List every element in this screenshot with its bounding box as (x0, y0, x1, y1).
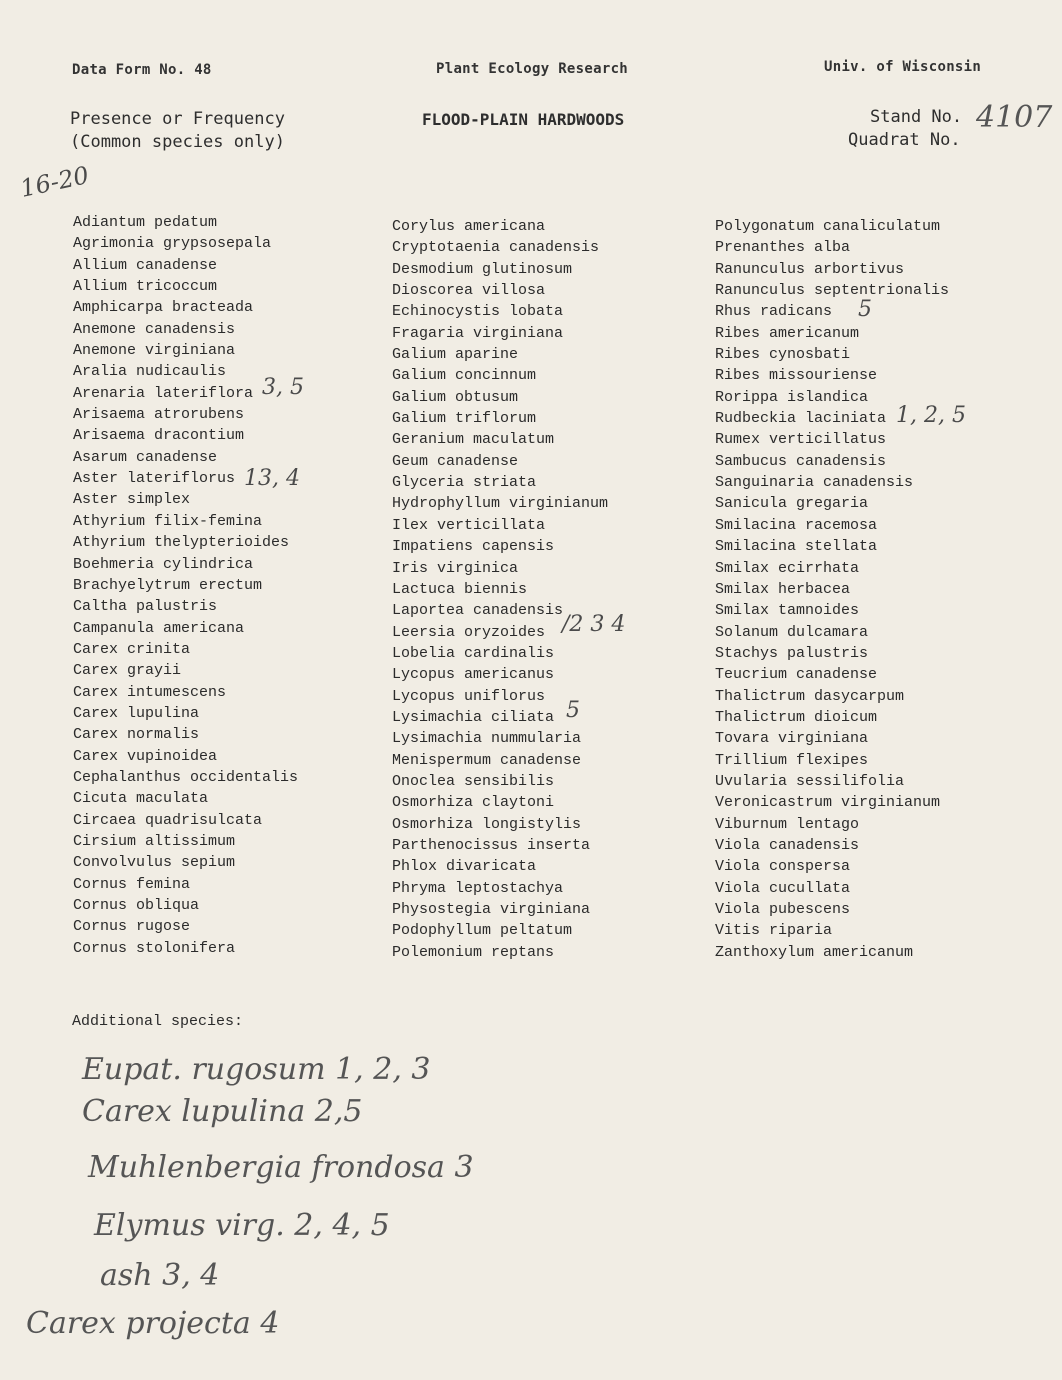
species-item: Carex lupulina (73, 704, 200, 722)
species-item: Galium triflorum (392, 410, 537, 428)
species-item: Phryma leptostachya (392, 879, 564, 897)
species-item: Galium aparine (392, 346, 519, 364)
species-item: Athyrium thelypterioides (73, 534, 290, 552)
university: Univ. of Wisconsin (824, 59, 982, 75)
species-item: Boehmeria cylindrica (73, 555, 254, 573)
species-item: Thalictrum dioicum (715, 708, 878, 726)
species-item: Cornus obliqua (73, 897, 200, 914)
species-item: Iris virginica (392, 559, 519, 577)
species-column-2 (392, 216, 608, 963)
species-item: Campanula americana (73, 619, 245, 637)
species-item: Fragaria virginiana (392, 324, 564, 342)
species-item: Parthenocissus inserta (392, 836, 591, 854)
species-item: Glyceria striata (392, 474, 537, 492)
species-item: Lycopus uniflorus (392, 687, 546, 705)
species-item: Uvularia sessilifolia (715, 772, 905, 790)
additional-entry: Elymus virg. 2, 4, 5 (94, 1208, 390, 1243)
species-item: Amphicarpa bracteada (73, 299, 254, 317)
species-item: Brachyelytrum erectum (73, 576, 263, 594)
species-item: Onoclea sensibilis (392, 772, 555, 790)
species-item: Veronicastrum virginianum (715, 794, 941, 812)
species-item: Smilacina stellata (715, 538, 878, 556)
species-item: Cicuta maculata (73, 790, 209, 808)
species-item: Viola canadensis (715, 836, 860, 854)
species-item: Arenaria lateriflora (73, 384, 254, 402)
species-item: Ribes missouriense (715, 367, 878, 385)
stand-label: Stand No. (870, 107, 963, 127)
species-item: Geranium maculatum (392, 431, 555, 449)
species-item: Ribes americanum (715, 324, 860, 342)
species-item: Aster simplex (73, 491, 191, 509)
presence-line-2: (Common species only) (70, 132, 285, 152)
species-item: Allium canadense (73, 256, 218, 274)
species-item: Aralia nudicaulis (73, 363, 227, 381)
mark-arenaria: 3, 5 (262, 375, 304, 400)
species-item: Tovara virginiana (715, 730, 869, 748)
species-item: Cornus rugose (73, 918, 191, 936)
species-item: Adiantum pedatum (73, 214, 218, 231)
species-item: Polemonium reptans (392, 943, 555, 961)
species-item: Athyrium filix-femina (73, 512, 263, 530)
species-item: Physostegia virginiana (392, 901, 591, 918)
species-item: Sambucus canadensis (715, 452, 887, 470)
species-item: Agrimonia grypsosepala (73, 235, 272, 253)
species-item: Osmorhiza claytoni (392, 794, 555, 812)
mark-aster: 13, 4 (244, 466, 300, 491)
additional-entry: Muhlenbergia frondosa 3 (88, 1150, 474, 1185)
species-item: Teucrium canadense (715, 666, 878, 684)
species-item: Podophyllum peltatum (392, 922, 573, 940)
species-item: Laportea canadensis (392, 602, 564, 620)
species-item: Aster lateriflorus (73, 470, 236, 488)
species-item: Smilacina racemosa (715, 516, 878, 534)
species-item: Carex intumescens (73, 683, 227, 701)
species-item: Geum canadense (392, 452, 519, 470)
species-item: Rorippa islandica (715, 388, 869, 406)
species-item: Cryptotaenia canadensis (392, 239, 600, 257)
species-item: Allium tricoccum (73, 278, 218, 296)
additional-entry: Eupat. rugosum 1, 2, 3 (82, 1052, 431, 1087)
species-item: Lactuca biennis (392, 580, 528, 598)
species-item: Galium concinnum (392, 367, 537, 385)
species-item: Lycopus americanus (392, 666, 555, 684)
species-item: Impatiens capensis (392, 538, 555, 556)
species-item: Ranunculus septentrionalis (715, 282, 950, 300)
species-item: Corylus americana (392, 218, 546, 235)
species-item: Sanicula gregaria (715, 495, 869, 513)
species-item: Cephalanthus occidentalis (73, 768, 299, 786)
additional-entry: ash 3, 4 (100, 1258, 220, 1293)
species-item: Ranunculus arbortivus (715, 260, 905, 278)
research-title: Plant Ecology Research (436, 61, 629, 77)
species-item: Rudbeckia laciniata (715, 410, 887, 428)
species-item: Carex grayii (73, 662, 182, 680)
species-item: Polygonatum canaliculatum (715, 218, 941, 235)
species-item: Phlox divaricata (392, 858, 537, 876)
species-item: Convolvulus sepium (73, 854, 236, 872)
species-column-1 (73, 212, 298, 959)
species-item: Solanum dulcamara (715, 623, 869, 641)
species-item: Vitis riparia (715, 922, 833, 940)
stand-number-handwritten: 4107 (976, 100, 1053, 135)
species-item: Cornus stolonifera (73, 939, 236, 957)
species-column-3 (715, 216, 949, 963)
species-item: Carex crinita (73, 640, 191, 658)
additional-entry: Carex projecta 4 (26, 1306, 280, 1341)
species-item: Smilax ecirrhata (715, 559, 860, 577)
species-item: Menispermum canadense (392, 751, 582, 769)
species-item: Zanthoxylum americanum (715, 943, 914, 961)
species-item: Ilex verticillata (392, 516, 546, 534)
species-item: Hydrophyllum virginianum (392, 495, 609, 513)
species-item: Rumex verticillatus (715, 431, 887, 449)
mark-lysimachia: 5 (566, 698, 580, 723)
presence-line-1: Presence or Frequency (70, 109, 285, 129)
additional-species-label: Additional species: (72, 1013, 244, 1030)
species-item: Ribes cynosbati (715, 346, 851, 364)
species-item: Desmodium glutinosum (392, 260, 573, 278)
species-item: Asarum canadense (73, 448, 218, 466)
species-item: Galium obtusum (392, 388, 519, 406)
species-item: Smilax tamnoides (715, 602, 860, 620)
species-item: Lobelia cardinalis (392, 644, 555, 662)
mark-rhus: 5 (858, 297, 872, 322)
form-number: Data Form No. 48 (72, 62, 212, 78)
species-item: Rhus radicans (715, 303, 833, 321)
species-item: Anemone virginiana (73, 342, 236, 360)
mark-rudbeckia: 1, 2, 5 (896, 403, 966, 428)
species-item: Carex normalis (73, 726, 200, 744)
species-item: Dioscorea villosa (392, 282, 546, 300)
species-item: Viola conspersa (715, 858, 851, 876)
species-item: Viola cucullata (715, 879, 851, 897)
species-item: Lysimachia nummularia (392, 730, 582, 748)
species-item: Cirsium altissimum (73, 832, 236, 850)
species-item: Viburnum lentago (715, 815, 860, 833)
species-item: Stachys palustris (715, 644, 869, 662)
species-item: Prenanthes alba (715, 239, 851, 257)
species-item: Echinocystis lobata (392, 303, 564, 321)
species-item: Caltha palustris (73, 598, 218, 616)
species-item: Thalictrum dasycarpum (715, 687, 905, 705)
species-item: Sanguinaria canadensis (715, 474, 914, 492)
species-item: Cornus femina (73, 875, 191, 893)
mark-leersia: /2 3 4 (562, 612, 626, 637)
quadrat-label: Quadrat No. (848, 130, 961, 150)
species-item: Carex vupinoidea (73, 747, 218, 765)
species-item: Leersia oryzoides (392, 623, 546, 641)
species-item: Viola pubescens (715, 901, 851, 918)
additional-entry: Carex lupulina 2,5 (82, 1094, 363, 1129)
species-item: Lysimachia ciliata (392, 708, 555, 726)
range-note-handwritten: 16-20 (17, 161, 92, 203)
species-item: Osmorhiza longistylis (392, 815, 582, 833)
species-item: Anemone canadensis (73, 320, 236, 338)
species-item: Arisaema atrorubens (73, 406, 245, 424)
species-item: Arisaema dracontium (73, 427, 245, 445)
species-item: Smilax herbacea (715, 580, 851, 598)
species-item: Circaea quadrisulcata (73, 811, 263, 829)
species-item: Trillium flexipes (715, 751, 869, 769)
page-title: FLOOD-PLAIN HARDWOODS (422, 110, 625, 129)
